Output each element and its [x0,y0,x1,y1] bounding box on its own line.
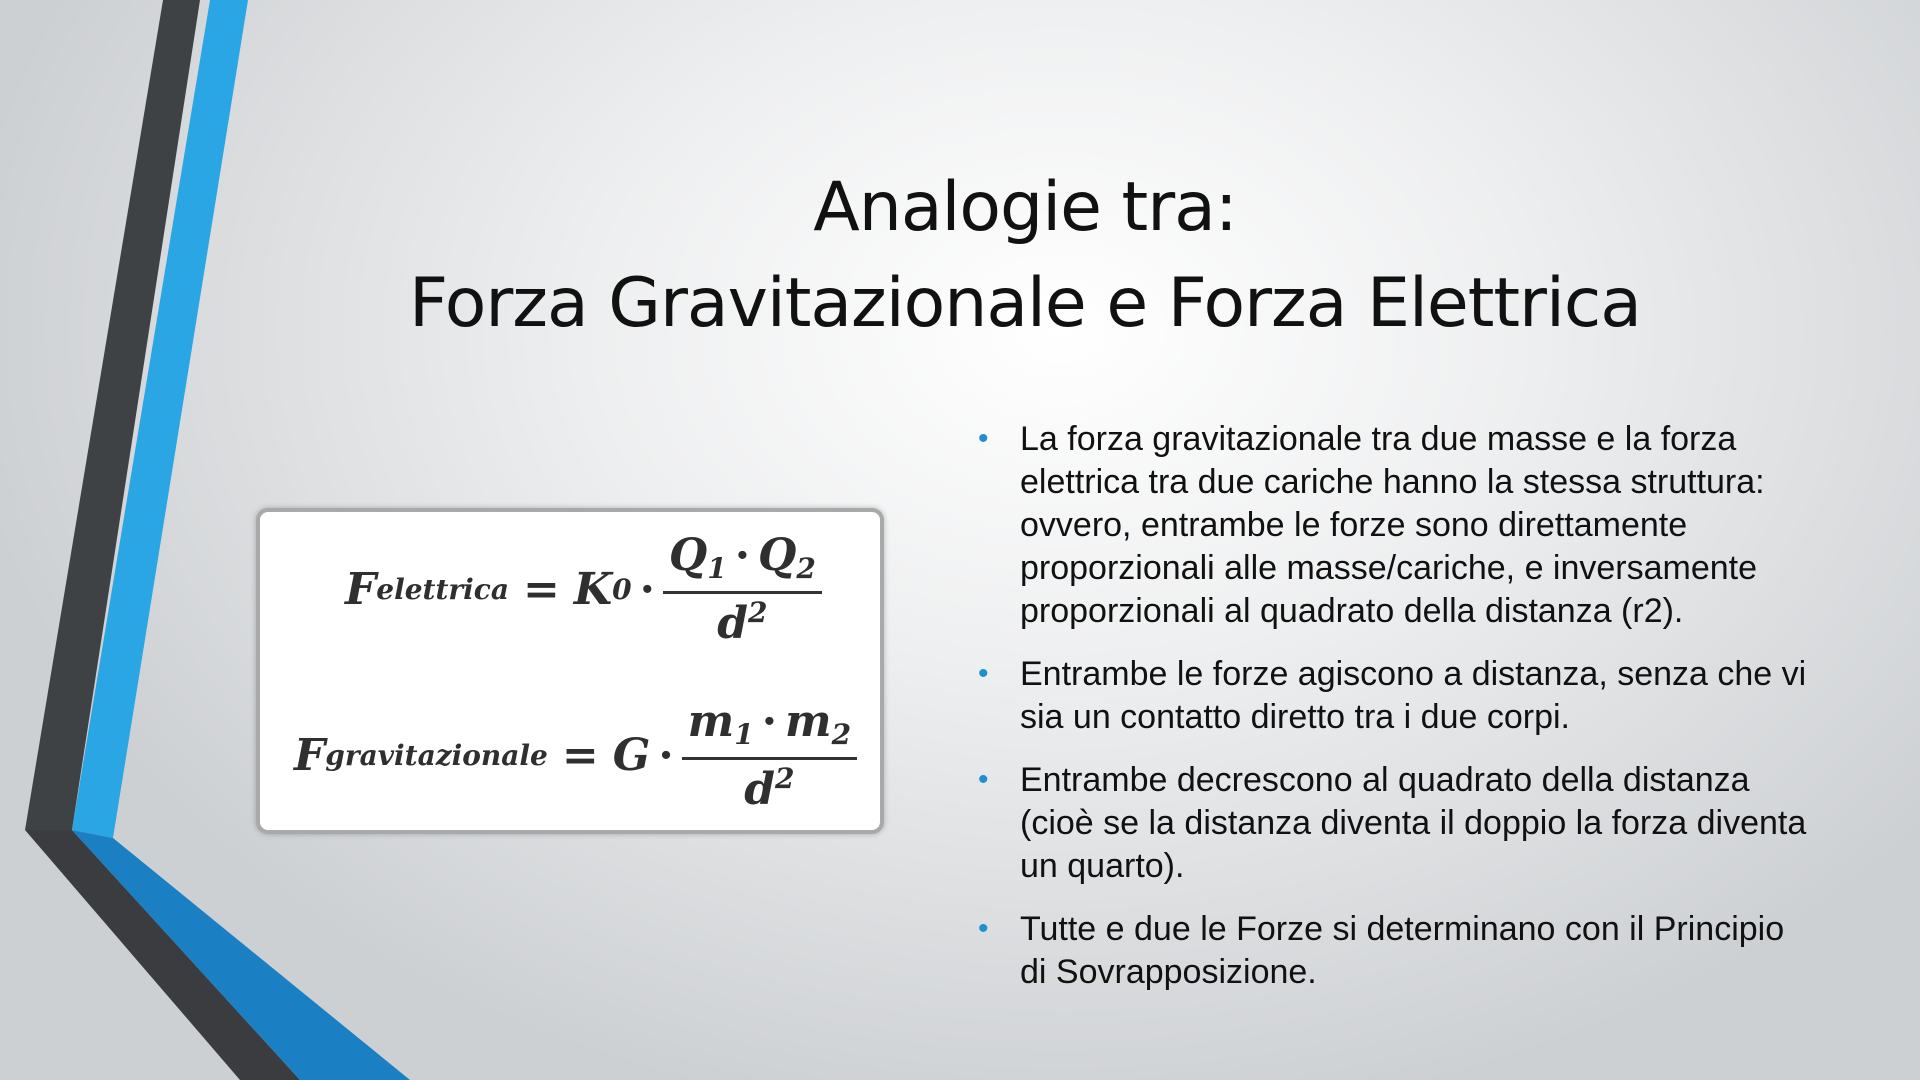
mass-1: m [687,696,735,747]
distance: d [744,764,775,815]
mass-1-subscript: 1 [734,718,754,751]
denominator [744,760,794,815]
gray-stripe-lower [25,830,300,1080]
bullet-icon: • [978,763,989,796]
constant-symbol: K [573,564,613,615]
formula-box [256,508,884,834]
bullet-icon: • [978,422,989,455]
bullet-icon: • [978,657,989,690]
numerator [682,696,857,760]
gravitational-force-formula [294,696,857,815]
constant-subscript: 0 [612,573,632,606]
equals-sign: = [561,730,599,781]
bullet-item [970,653,1820,739]
charge-1: Q [668,530,708,581]
numerator-dot: · [761,696,778,747]
bullet-item [970,418,1820,633]
fraction [682,696,857,815]
lhs-symbol: F [345,564,377,615]
title-line-1: Analogie tra: [813,168,1237,247]
bullet-text: Entrambe le forze agiscono a distanza, senza che vi sia un contatto diretto tra i due corpi. [1020,655,1807,736]
bullet-item [970,759,1820,888]
numerator [663,530,822,594]
mass-2-subscript: 2 [831,718,852,751]
charge-2-subscript: 2 [796,552,816,585]
bullet-icon: • [978,912,989,945]
lhs-subscript: gravitazionale [325,739,548,772]
distance: d [717,598,749,649]
slide-title [300,160,1750,352]
bullet-list [970,418,1820,1014]
denominator [717,594,767,649]
distance-exponent: 2 [748,596,768,629]
title-line-2: Forza Gravitazionale e Forza Elettrica [409,264,1641,343]
equals-sign: = [522,564,560,615]
distance-exponent: 2 [775,762,795,795]
charge-2: Q [758,530,797,581]
bullet-text: La forza gravitazionale tra due masse e la forza elettrica tra due cariche hanno la stessa struttura: ovvero, entrambe le forze sono direttamente proporzionali alle masse/cariche, e inversamente proporzionali al quadrato della distanza (r2). [1020,420,1765,630]
constant-symbol: G [612,730,651,781]
bullet-item [970,908,1820,994]
multiply-dot: · [658,730,674,781]
charge-1-subscript: 1 [707,552,727,585]
mass-2: m [785,696,832,747]
multiply-dot: · [639,564,655,615]
lhs-symbol: F [294,730,326,781]
bullet-text: Tutte e due le Forze si determinano con il Principio di Sovrapposizione. [1020,910,1785,991]
fraction [663,530,822,649]
bullet-text: Entrambe decrescono al quadrato della distanza (cioè se la distanza diventa il doppio la forza diventa un quarto). [1020,761,1807,885]
lhs-subscript: elettrica [376,573,509,606]
electric-force-formula [345,530,822,649]
numerator-dot: · [734,530,751,581]
